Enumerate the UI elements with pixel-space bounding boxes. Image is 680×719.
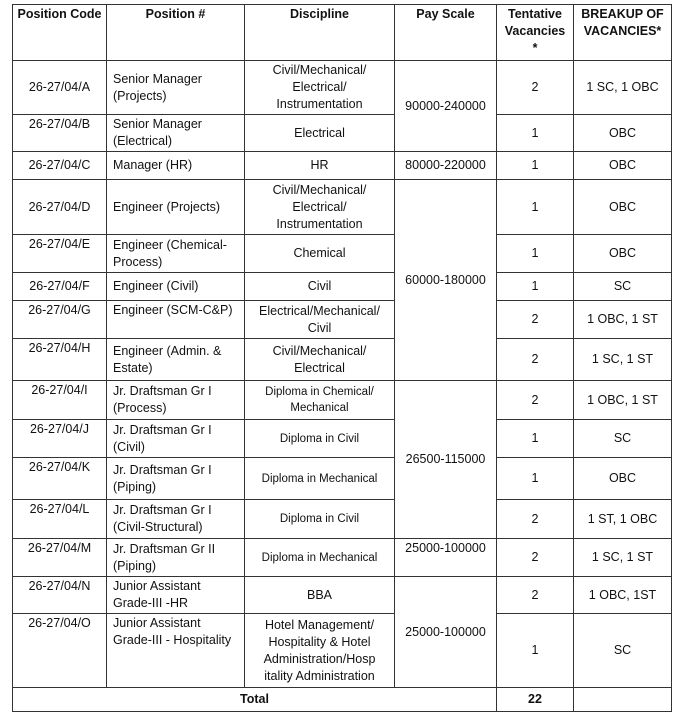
table-row	[13, 614, 672, 688]
position-code: 26-27/04/I	[13, 381, 107, 420]
vacancies: 2	[497, 301, 574, 339]
breakup: 1 SC, 1 ST	[574, 539, 672, 577]
discipline: Civil/Mechanical/ Electrical	[245, 339, 395, 381]
position-name: Jr. Draftsman Gr I (Civil-Structural)	[107, 500, 245, 539]
pay-scale: 90000-240000	[395, 61, 497, 152]
position-code: 26-27/04/E	[13, 235, 107, 273]
total-row	[13, 688, 672, 712]
table-row	[13, 500, 672, 539]
discipline: Electrical	[245, 115, 395, 152]
vacancies: 2	[497, 500, 574, 539]
vacancies: 1	[497, 614, 574, 688]
breakup: 1 ST, 1 OBC	[574, 500, 672, 539]
header-breakup: BREAKUP OF VACANCIES*	[574, 5, 672, 61]
position-code: 26-27/04/H	[13, 339, 107, 381]
total-value: 22	[497, 688, 574, 712]
position-name: Engineer (Admin. & Estate)	[107, 339, 245, 381]
breakup: OBC	[574, 458, 672, 500]
position-name: Jr. Draftsman Gr I (Piping)	[107, 458, 245, 500]
breakup: OBC	[574, 115, 672, 152]
vacancies: 1	[497, 420, 574, 458]
position-name: Engineer (Projects)	[107, 180, 245, 235]
table-row	[13, 235, 672, 273]
vacancies: 2	[497, 381, 574, 420]
breakup: SC	[574, 614, 672, 688]
vacancy-table	[12, 4, 672, 712]
header-position-code: Position Code	[13, 5, 107, 61]
header-position-number: Position #	[107, 5, 245, 61]
breakup: 1 OBC, 1 ST	[574, 381, 672, 420]
breakup: OBC	[574, 235, 672, 273]
discipline: Civil	[245, 273, 395, 301]
vacancies: 1	[497, 458, 574, 500]
position-name: Engineer (Civil)	[107, 273, 245, 301]
breakup: 1 SC, 1 ST	[574, 339, 672, 381]
total-empty-cell	[574, 688, 672, 712]
discipline: HR	[245, 152, 395, 180]
position-code: 26-27/04/G	[13, 301, 107, 339]
discipline: Diploma in Civil	[245, 420, 395, 458]
breakup: 1 SC, 1 OBC	[574, 61, 672, 115]
pay-scale: 26500-115000	[395, 381, 497, 539]
position-name: Engineer (Chemical-Process)	[107, 235, 245, 273]
position-code: 26-27/04/O	[13, 614, 107, 688]
header-pay-scale: Pay Scale	[395, 5, 497, 61]
position-code: 26-27/04/J	[13, 420, 107, 458]
breakup: SC	[574, 420, 672, 458]
position-name: Jr. Draftsman Gr I (Civil)	[107, 420, 245, 458]
vacancies: 1	[497, 235, 574, 273]
position-code: 26-27/04/B	[13, 115, 107, 152]
table-row	[13, 180, 672, 235]
header-row	[13, 5, 672, 61]
discipline: Electrical/Mechanical/ Civil	[245, 301, 395, 339]
header-discipline: Discipline	[245, 5, 395, 61]
position-code: 26-27/04/M	[13, 539, 107, 577]
position-code: 26-27/04/D	[13, 180, 107, 235]
discipline: Civil/Mechanical/ Electrical/ Instrumentation	[245, 61, 395, 115]
breakup: OBC	[574, 180, 672, 235]
table-row	[13, 115, 672, 152]
position-code: 26-27/04/C	[13, 152, 107, 180]
header-tentative-vacancies: Tentative Vacancies *	[497, 5, 574, 61]
table-row	[13, 61, 672, 115]
vacancies: 1	[497, 273, 574, 301]
table-row	[13, 577, 672, 614]
vacancies: 1	[497, 152, 574, 180]
table-row	[13, 152, 672, 180]
table-row	[13, 339, 672, 381]
vacancies: 2	[497, 577, 574, 614]
table-row	[13, 420, 672, 458]
position-name: Manager (HR)	[107, 152, 245, 180]
breakup: 1 OBC, 1 ST	[574, 301, 672, 339]
discipline: Diploma in Mechanical	[245, 458, 395, 500]
pay-scale: 25000-100000	[395, 539, 497, 577]
position-name: Junior Assistant Grade-III -HR	[107, 577, 245, 614]
discipline: Diploma in Civil	[245, 500, 395, 539]
vacancies: 1	[497, 180, 574, 235]
breakup: 1 OBC, 1ST	[574, 577, 672, 614]
position-code: 26-27/04/A	[13, 61, 107, 115]
vacancies: 2	[497, 61, 574, 115]
table-row	[13, 458, 672, 500]
table-row	[13, 381, 672, 420]
position-name: Jr. Draftsman Gr II (Piping)	[107, 539, 245, 577]
discipline: Chemical	[245, 235, 395, 273]
breakup: SC	[574, 273, 672, 301]
discipline: Civil/Mechanical/ Electrical/ Instrumentation	[245, 180, 395, 235]
table-row	[13, 301, 672, 339]
position-code: 26-27/04/F	[13, 273, 107, 301]
table-row	[13, 539, 672, 577]
position-name: Senior Manager (Projects)	[107, 61, 245, 115]
position-name: Senior Manager (Electrical)	[107, 115, 245, 152]
position-code: 26-27/04/N	[13, 577, 107, 614]
position-code: 26-27/04/K	[13, 458, 107, 500]
discipline: Diploma in Chemical/ Mechanical	[245, 381, 395, 420]
total-label: Total	[13, 688, 497, 712]
position-name: Engineer (SCM-C&P)	[107, 301, 245, 339]
pay-scale: 25000-100000	[395, 577, 497, 688]
position-code: 26-27/04/L	[13, 500, 107, 539]
position-name: Jr. Draftsman Gr I (Process)	[107, 381, 245, 420]
vacancies: 2	[497, 339, 574, 381]
vacancies: 1	[497, 115, 574, 152]
discipline: Diploma in Mechanical	[245, 539, 395, 577]
vacancies: 2	[497, 539, 574, 577]
discipline: BBA	[245, 577, 395, 614]
breakup: OBC	[574, 152, 672, 180]
pay-scale: 80000-220000	[395, 152, 497, 180]
table-row	[13, 273, 672, 301]
pay-scale: 60000-180000	[395, 180, 497, 381]
discipline: Hotel Management/ Hospitality & Hotel Administration/Hosp itality Administration	[245, 614, 395, 688]
position-name: Junior Assistant Grade-III - Hospitality	[107, 614, 245, 688]
